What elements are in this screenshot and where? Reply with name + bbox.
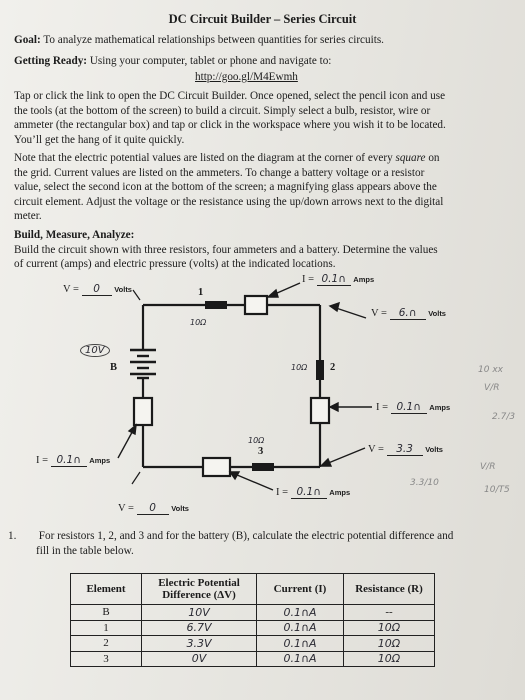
question-number: 1. bbox=[8, 530, 17, 542]
instructions-line: You’ll get the hang of it quite quickly. bbox=[14, 133, 185, 146]
table-row bbox=[71, 605, 435, 621]
cell-current[interactable]: 0.1∩A bbox=[257, 636, 344, 652]
note-line: the grid. Current values are listed on the ammeters. To change a battery voltage or a resistor bbox=[14, 166, 425, 179]
arrow-line bbox=[132, 472, 140, 484]
header-element: Element bbox=[71, 574, 142, 605]
cell-potential[interactable]: 10V bbox=[142, 605, 257, 621]
page-title: DC Circuit Builder – Series Circuit bbox=[168, 12, 357, 26]
arrow-head bbox=[330, 403, 338, 411]
build-line: of current (amps) and electric pressure (volts) at the indicated locations. bbox=[14, 258, 336, 271]
circuit-builder-link[interactable]: http://goo.gl/M4Ewmh bbox=[195, 71, 298, 83]
resistor-2-label: 2 bbox=[330, 362, 336, 373]
voltage-label-top-right: V = 6.∩ Volts bbox=[371, 307, 446, 319]
resistor-1 bbox=[205, 301, 227, 309]
table-row bbox=[71, 651, 435, 667]
arrow-head bbox=[321, 459, 331, 466]
cell-current[interactable]: 0.1∩A bbox=[257, 605, 344, 621]
question-1 bbox=[8, 529, 518, 558]
ammeter-bottom bbox=[203, 458, 230, 476]
margin-note: V/R bbox=[484, 383, 500, 393]
current-label-left: I = 0.1∩ Amps bbox=[36, 454, 111, 466]
battery-note: 10V bbox=[80, 344, 110, 357]
resistor-3-note: 10Ω bbox=[248, 436, 265, 445]
table-row bbox=[71, 620, 435, 636]
cell-element: 1 bbox=[71, 620, 142, 636]
cell-element: 3 bbox=[71, 651, 142, 667]
resistor-3-label: 3 bbox=[258, 446, 264, 457]
cell-current[interactable]: 0.1∩A bbox=[257, 620, 344, 636]
arrow-head bbox=[129, 425, 136, 434]
ammeter-top bbox=[245, 296, 267, 314]
voltage-label-topleft: V = 0 Volts bbox=[63, 283, 132, 295]
cell-potential[interactable]: 0V bbox=[142, 651, 257, 667]
margin-note: V/R bbox=[480, 462, 496, 472]
header-resistance: Resistance (R) bbox=[344, 574, 435, 605]
build-heading: Build, Measure, Analyze: bbox=[14, 229, 135, 241]
note-line: circuit element. Adjust the voltage or the resistance using the up/down arrows next to the digital bbox=[14, 195, 444, 208]
resistor-3 bbox=[252, 463, 274, 471]
cell-resistance[interactable]: -- bbox=[344, 605, 435, 621]
build-line: Build the circuit shown with three resistors, four ammeters and a battery. Determine the values bbox=[14, 243, 438, 256]
cell-potential[interactable]: 6.7V bbox=[142, 620, 257, 636]
arrow-line bbox=[133, 290, 140, 300]
cell-resistance[interactable]: 10Ω bbox=[344, 636, 435, 652]
ammeter-left bbox=[134, 398, 152, 425]
instructions-line: ammeter (the rectangular box) and tap or click in the workspace where you wish it to be located. bbox=[14, 119, 446, 132]
cell-current[interactable]: 0.1∩A bbox=[257, 651, 344, 667]
table-header-row bbox=[71, 574, 435, 605]
battery-label: B bbox=[110, 362, 118, 373]
battery-symbol bbox=[130, 350, 156, 378]
resistor-2 bbox=[316, 360, 324, 380]
cell-element: 2 bbox=[71, 636, 142, 652]
voltage-label-bottom: V = 0 Volts bbox=[118, 502, 189, 514]
ammeter-right bbox=[311, 398, 329, 423]
results-table bbox=[70, 573, 435, 667]
cell-resistance[interactable]: 10Ω bbox=[344, 651, 435, 667]
current-label-right: I = 0.1∩ Amps bbox=[376, 401, 451, 413]
margin-note: 10/T5 bbox=[484, 485, 510, 495]
margin-note: 3.3/10 bbox=[410, 478, 439, 488]
goal-text: To analyze mathematical relationships between quantities for series circuits. bbox=[43, 34, 384, 46]
resistor-1-label: 1 bbox=[198, 287, 204, 298]
table-row bbox=[71, 636, 435, 652]
goal-label: Goal: bbox=[14, 34, 41, 46]
header-current: Current (I) bbox=[257, 574, 344, 605]
voltage-label-right: V = 3.3 Volts bbox=[368, 443, 443, 455]
margin-note: 10 xx bbox=[478, 365, 503, 375]
getting-ready-text: Using your computer, tablet or phone and navigate to: bbox=[89, 55, 332, 67]
note-line: value, select the second icon at the bottom of the screen; a magnifying glass appears above the bbox=[14, 181, 437, 194]
margin-note: 2.7/3 bbox=[492, 412, 516, 422]
question-line: For resistors 1, 2, and 3 and for the battery (B), calculate the electric potential difference and bbox=[38, 530, 454, 542]
cell-potential[interactable]: 3.3V bbox=[142, 636, 257, 652]
current-label-top: I = 0.1∩ Amps bbox=[302, 273, 375, 285]
resistor-2-note: 10Ω bbox=[291, 363, 308, 372]
arrow-head bbox=[330, 303, 339, 311]
question-line: fill in the table below. bbox=[36, 544, 134, 557]
note-line: meter. bbox=[14, 210, 42, 223]
instructions-line: the tools (at the bottom of the screen) to build a circuit. Simply select a bulb, resistor, wire or bbox=[14, 104, 431, 117]
arrow-head bbox=[230, 472, 239, 479]
resistor-1-note: 10Ω bbox=[190, 318, 207, 327]
getting-ready-label: Getting Ready: bbox=[14, 55, 88, 67]
cell-element: B bbox=[71, 605, 142, 621]
instructions-line: Tap or click the link to open the DC Circuit Builder. Once opened, select the pencil icon and use bbox=[14, 90, 446, 102]
cell-resistance[interactable]: 10Ω bbox=[344, 620, 435, 636]
current-label-bottom: I = 0.1∩ Amps bbox=[276, 486, 351, 498]
note-line: Note that the electric potential values are listed on the diagram at the corner of every square on bbox=[14, 152, 440, 164]
arrow-head bbox=[268, 290, 278, 297]
header-potential-difference: Electric Potential Difference (ΔV) bbox=[142, 574, 257, 605]
